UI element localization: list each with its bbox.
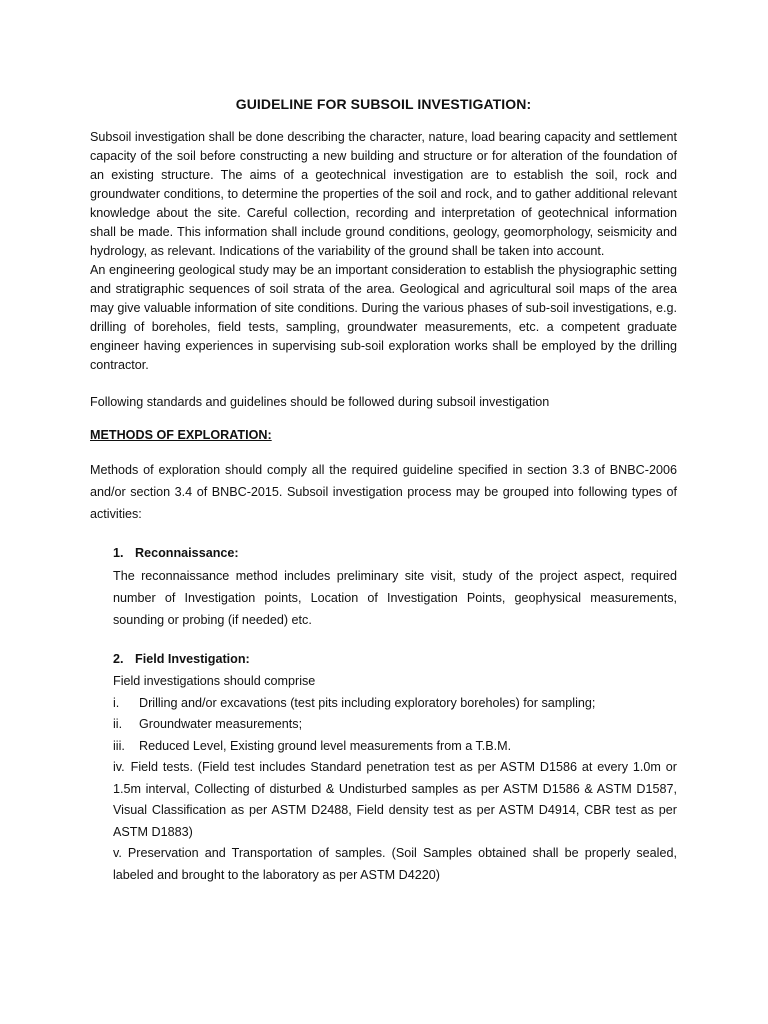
reconnaissance-text: The reconnaissance method includes preliminary site visit, study of the project aspect, required number of Investigation points, Location of Investigation Points, geophysical measurements, sounding or probing (if needed) etc. xyxy=(113,569,677,627)
reconnaissance-number: 1. xyxy=(113,546,124,560)
list-marker: i. xyxy=(113,695,120,710)
spacer xyxy=(90,412,677,426)
list-item xyxy=(113,693,677,715)
list-item xyxy=(113,714,677,736)
list-text: Preservation and Transportation of samples. (Soil Samples obtained shall be properly sealed, labeled and brought to the laboratory as per ASTM D4220) xyxy=(113,846,677,882)
spacer xyxy=(90,525,677,543)
field-investigation-section xyxy=(113,649,677,886)
standards-line: Following standards and guidelines should be followed during subsoil investigation xyxy=(90,395,550,409)
list-item xyxy=(113,757,677,843)
list-marker: iv. xyxy=(113,760,125,774)
spacer xyxy=(90,375,677,393)
list-text: Field tests. (Field test includes Standard penetration test as per ASTM D1586 at every 1.0m or 1.5m interval, Collecting of disturbed & Undisturbed samples as per ASTM D1586 & ASTM D1587, Visual Classification as per ASTM D2488, Field density test as per ASTM D4914, CBR test as per ASTM D1883) xyxy=(113,760,677,839)
list-text: Reduced Level, Existing ground level measurements from a T.B.M. xyxy=(139,738,512,753)
list-marker: ii. xyxy=(113,717,123,731)
list-item xyxy=(113,843,677,886)
list-item xyxy=(113,736,677,758)
reconnaissance-section xyxy=(113,543,677,631)
list-text: Groundwater measurements; xyxy=(139,717,303,731)
field-investigation-intro: Field investigations should comprise xyxy=(113,674,316,688)
methods-heading: METHODS OF EXPLORATION: xyxy=(90,428,272,442)
field-investigation-number: 2. xyxy=(113,652,124,666)
list-marker: v. xyxy=(113,846,122,860)
spacer xyxy=(90,445,677,459)
intro-paragraph-2: An engineering geological study may be an important consideration to establish the physiographic setting and stratigraphic sequences of soil strata of the area. Geological and agricultural soil maps of the area may give valuable information of site conditions. During the various phases of sub-soil investigations, e.g. drilling of boreholes, field tests, sampling, groundwater measurements, etc. a competent graduate engineer having experiences in supervising sub-soil exploration works shall be employed by the drilling contractor. xyxy=(90,263,677,372)
reconnaissance-heading xyxy=(113,543,677,563)
list-marker: iii. xyxy=(113,738,125,753)
intro-paragraph-1: Subsoil investigation shall be done describing the character, nature, load bearing capacity and settlement capacity of the soil before constructing a new building and structure or for alteration of the foundation of an existing structure. The aims of a geotechnical investigation are to establish the soil, rock and groundwater conditions, to determine the properties of the soil and rock, and to gather additional relevant knowledge about the site. Careful collection, recording and interpretation of geotechnical information shall be made. This information shall include ground conditions, geology, geomorphology, seismicity and hydrology, as relevant. Indications of the variability of the ground shall be taken into account. xyxy=(90,130,677,258)
list-text: Drilling and/or excavations (test pits including exploratory boreholes) for sampling; xyxy=(139,695,596,710)
reconnaissance-heading-text: Reconnaissance: xyxy=(135,546,239,560)
document-page xyxy=(90,96,677,886)
field-investigation-heading-text: Field Investigation: xyxy=(135,652,250,666)
methods-paragraph: Methods of exploration should comply all the required guideline specified in section 3.3 of BNBC-2006 and/or section 3.4 of BNBC-2015. Subsoil investigation process may be grouped into following types of activities: xyxy=(90,463,677,521)
spacer xyxy=(90,631,677,649)
field-investigation-heading xyxy=(113,649,677,669)
document-title: GUIDELINE FOR SUBSOIL INVESTIGATION: xyxy=(235,96,532,112)
